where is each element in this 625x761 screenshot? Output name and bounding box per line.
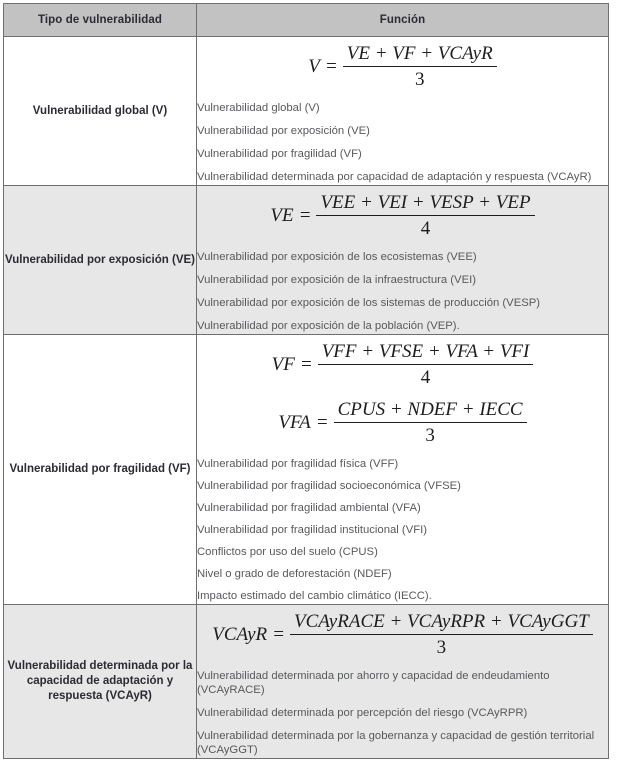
list-item: Vulnerabilidad por exposición de los sistemas de producción (VESP) [197,297,541,309]
fraction [290,611,593,659]
list-item: Vulnerabilidad global (V) [197,102,320,114]
fraction-numerator: VE + VF + VCAyR [346,43,493,64]
formula-vfa [197,399,608,447]
row-function-cell [197,335,609,605]
table-row [4,605,609,759]
equals-sign: = [324,56,338,77]
formula-v [197,43,608,91]
formula-left-side: VFA [278,412,311,433]
fraction-numerator: VEE + VEI + VESP + VEP [320,192,531,213]
fraction-numerator: VFF + VFSE + VFA + VFI [321,341,530,362]
vulnerability-function-table [3,3,609,759]
fraction [318,341,534,389]
table-row [4,186,609,335]
list-item: Vulnerabilidad determinada por percepción del riesgo (VCAyRPR) [197,707,528,719]
row-type-label: Vulnerabilidad determinada por la capacidad de adaptación y respuesta (VCAyR) [4,605,197,759]
row-function-cell [197,37,609,186]
list-item: Vulnerabilidad por exposición de los ecosistemas (VEE) [197,251,477,263]
formula-left-side: VF [271,354,295,375]
description-list [197,250,608,333]
formula-vcayr [197,611,608,659]
fraction [316,192,534,240]
row-function-cell [197,605,609,759]
list-item: Vulnerabilidad por fragilidad socioeconómica (VFSE) [197,480,461,492]
list-item: Vulnerabilidad determinada por la gobernanza y capacidad de gestión territorial (VCAyGGT) [197,730,595,756]
list-item: Impacto estimado del cambio climático (IECC). [197,590,432,602]
fraction [343,43,497,91]
formula-ve [197,192,608,240]
list-item: Vulnerabilidad por fragilidad institucional (VFI) [197,524,428,536]
equals-sign: = [315,412,329,433]
fraction-denominator: 4 [420,367,431,388]
column-header-type: Tipo de vulnerabilidad [4,4,197,37]
table-row [4,37,609,186]
list-item: Conflictos por uso del suelo (CPUS) [197,546,378,558]
list-item: Vulnerabilidad determinada por ahorro y capacidad de endeudamiento (VCAyRACE) [197,670,550,696]
formula-left-side: V [308,56,320,77]
fraction-denominator: 4 [420,218,431,239]
fraction-denominator: 3 [414,69,425,90]
row-type-label: Vulnerabilidad por exposición (VE) [4,186,197,335]
fraction-numerator: CPUS + NDEF + IECC [337,399,523,420]
list-item: Vulnerabilidad por exposición (VE) [197,125,370,137]
equals-sign: = [299,354,313,375]
description-list [197,669,608,757]
table-header [4,4,609,37]
list-item: Vulnerabilidad por fragilidad (VF) [197,148,362,160]
table-body [4,37,609,759]
list-item: Vulnerabilidad por exposición de la infraestructura (VEI) [197,274,477,286]
row-function-cell [197,186,609,335]
list-item: Vulnerabilidad por fragilidad ambiental (VFA) [197,502,421,514]
fraction [334,399,527,447]
row-type-label: Vulnerabilidad por fragilidad (VF) [4,335,197,605]
list-item: Vulnerabilidad por fragilidad física (VFF) [197,458,399,470]
table-header-row [4,4,609,37]
formula-left-side: VE [270,205,294,226]
equals-sign: = [298,205,312,226]
fraction-numerator: VCAyRACE + VCAyRPR + VCAyGGT [293,611,589,632]
row-type-label: Vulnerabilidad global (V) [4,37,197,186]
formula-left-side: VCAyR [212,624,268,645]
list-item: Vulnerabilidad determinada por capacidad de adaptación y respuesta (VCAyR) [197,171,592,183]
fraction-denominator: 3 [425,425,435,446]
description-list [197,457,608,603]
table-row [4,335,609,605]
list-item: Nivel o grado de deforestación (NDEF) [197,568,392,580]
equals-sign: = [272,624,285,645]
list-item: Vulnerabilidad por exposición de la población (VEP). [197,320,460,332]
column-header-function: Función [197,4,609,37]
description-list [197,101,608,184]
fraction-denominator: 3 [436,637,447,658]
formula-vf [197,341,608,389]
